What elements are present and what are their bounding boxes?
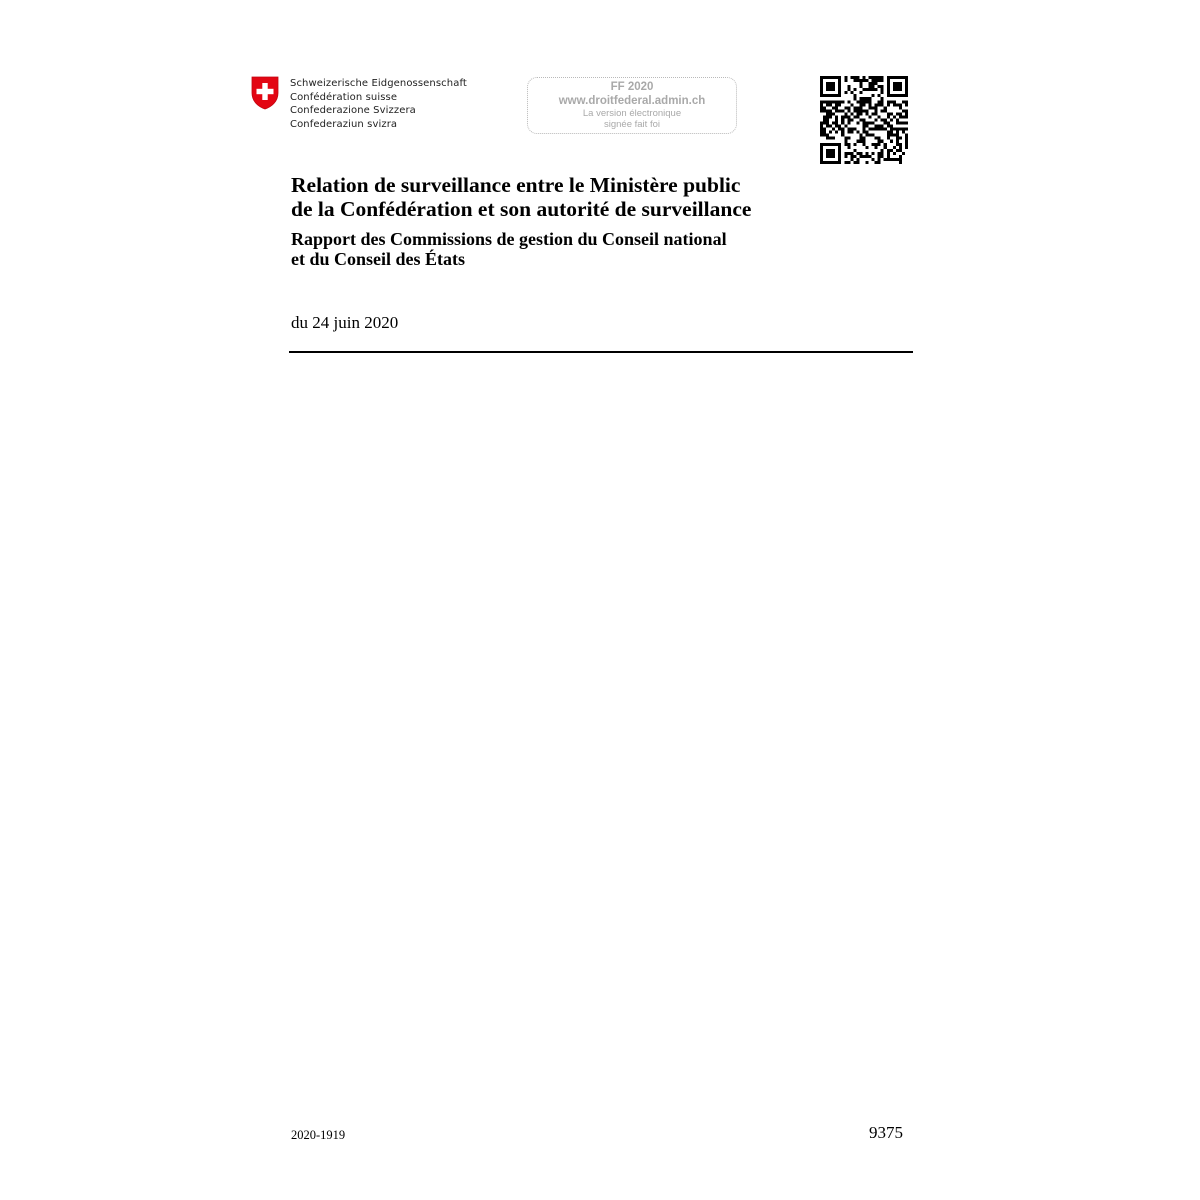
title-line: de la Confédération et son autorité de surveillance bbox=[291, 197, 752, 221]
stamp-note-2: signée fait foi bbox=[604, 119, 660, 130]
subtitle-line: Rapport des Commissions de gestion du Conseil national bbox=[291, 229, 727, 249]
subtitle-line: et du Conseil des États bbox=[291, 248, 466, 269]
org-name-rm: Confederaziun svizra bbox=[290, 118, 398, 130]
org-name-de: Schweizerische Eidgenossenschaft bbox=[290, 78, 467, 89]
org-name-fr: Confédération suisse bbox=[290, 91, 398, 103]
electronic-version-stamp bbox=[527, 77, 737, 134]
document-title bbox=[291, 173, 751, 221]
stamp-note-1: La version électronique bbox=[582, 108, 682, 119]
page-number: 9375 bbox=[869, 1123, 903, 1142]
document-date: du 24 juin 2020 bbox=[291, 313, 399, 332]
stamp-edition: FF 2020 bbox=[610, 81, 654, 93]
document-subtitle bbox=[291, 230, 727, 269]
swiss-cross-icon bbox=[251, 76, 279, 110]
title-divider bbox=[289, 351, 913, 353]
qr-code-icon bbox=[820, 76, 908, 164]
org-name-it: Confederazione Svizzera bbox=[290, 105, 416, 116]
stamp-url[interactable]: www.droitfederal.admin.ch bbox=[558, 95, 706, 107]
title-line: Relation de surveillance entre le Ministère public bbox=[291, 173, 741, 197]
organization-names bbox=[290, 77, 467, 131]
document-reference: 2020-1919 bbox=[291, 1128, 346, 1142]
